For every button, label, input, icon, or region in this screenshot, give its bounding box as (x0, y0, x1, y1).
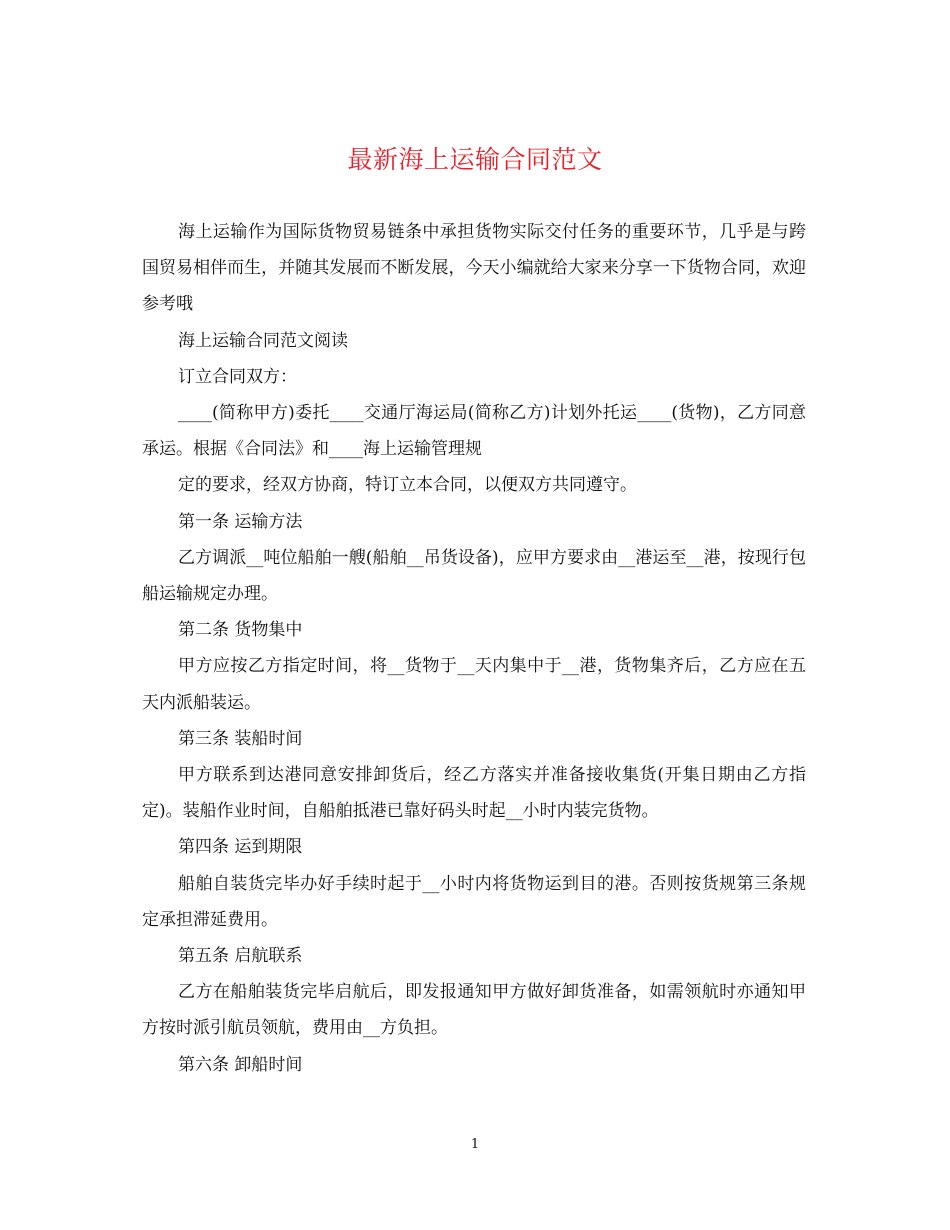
article-6-heading: 第六条 卸船时间 (178, 1054, 303, 1075)
document-body (142, 214, 806, 1083)
page-number: 1 (470, 1137, 480, 1152)
article-1-heading: 第一条 运输方法 (178, 511, 303, 532)
article-5-heading: 第五条 启航联系 (178, 946, 303, 967)
article-1-text: 乙方调派__吨位船舶一艘(船舶__吊货设备)，应甲方要求由__港运至__港，按现行包船运输规定办理。 (142, 547, 806, 605)
intro-paragraph: 海上运输作为国际货物贸易链条中承担货物实际交付任务的重要环节，几乎是与跨国贸易相伴而生，并随其发展而不断发展，今天小编就给大家来分享一下货物合同，欢迎参考哦 (142, 222, 806, 315)
article-3-heading: 第三条 装船时间 (178, 728, 303, 749)
article-2-text: 甲方应按乙方指定时间，将__货物于__天内集中于__港，货物集齐后，乙方应在五天内派船装运。 (142, 656, 806, 713)
article-4-heading: 第四条 运到期限 (178, 837, 303, 858)
parties-line: 订立合同双方： (178, 366, 297, 387)
preamble-paragraph: ____(简称甲方)委托____交通厅海运局(简称乙方)计划外托运____(货物)，乙方同意承运。根据《合同法》和____海上运输管理规 (142, 403, 806, 460)
preamble-continuation: 定的要求，经双方协商，特订立本合同，以便双方共同遵守。 (178, 475, 637, 496)
article-2-heading: 第二条 货物集中 (178, 620, 303, 641)
article-5-text: 乙方在船舶装货完毕启航后，即发报通知甲方做好卸货准备，如需领航时亦通知甲方按时派引航员领航，费用由__方负担。 (142, 982, 806, 1039)
reading-heading: 海上运输合同范文阅读 (178, 330, 348, 351)
article-3-text: 甲方联系到达港同意安排卸货后，经乙方落实并准备接收集货(开集日期由乙方指定)。装船作业时间，自船舶抵港已靠好码头时起__小时内装完货物。 (142, 765, 806, 822)
article-4-text: 船舶自装货完毕办好手续时起于__小时内将货物运到目的港。否则按货规第三条规定承担滞延费用。 (142, 873, 806, 930)
document-title: 最新海上运输合同范文 (347, 145, 603, 174)
